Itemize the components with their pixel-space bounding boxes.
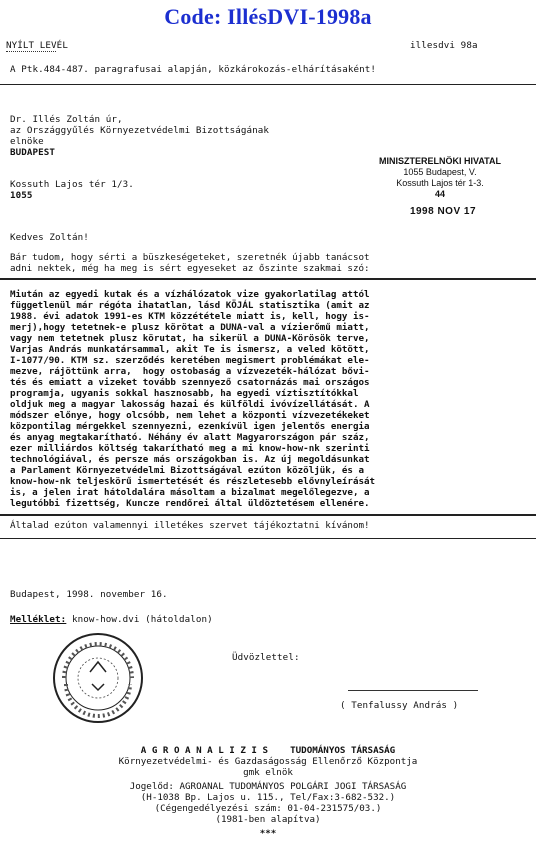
body-line: I-1077/90. KTM sz. szerződés keretében megismert problémákat ele- [10,355,370,366]
notice-divider [0,538,536,539]
addressee-title: az Országgyűlés Környezetvédelmi Bizottságának [10,125,270,136]
body-line: módszer előnye, hogy olcsóbb, nem lehet a központi vízvezetékeket [10,410,370,421]
stamp-address: 1055 Budapest, V. [403,167,477,177]
body-line: a Parlament Környezetvédelmi Bizottságával ezúton közöljük, és a [10,465,365,476]
intro-line-1: Bár tudom, hogy sérti a büszkeségeteket, szeretnék újabb tanácsot [10,252,370,263]
addressee-role: elnöke [10,136,44,147]
attachment-label: Melléklet: [10,614,67,625]
addressee-city: BUDAPEST [10,147,56,158]
signature-line [348,690,478,692]
notice-line: Általad ezúton valamennyi illetékes szervet tájékoztatni kívánom! [10,520,370,531]
body-divider [0,514,536,516]
body-line: programja, ugyanis sokkal hasznosabb, ha egyedi víztisztítókkal [10,388,359,399]
footer-role: gmk elnök [243,767,293,778]
addressee-postcode: 1055 [10,190,33,201]
addressee-street: Kossuth Lajos tér 1/3. [10,179,134,190]
body-line: legutóbbi fizettség, Kuncze rendőrei által üldöztetésem ellenére. [10,498,370,509]
body-line: 1988. évi adatok 1991-es KTM közzététele miatt is, kell, hogy is- [10,311,370,322]
label-underline [6,51,56,53]
top-divider [0,84,536,85]
stamp-street: Kossuth Lajos tér 1-3. [396,178,484,188]
footer-predecessor: Jogelőd: AGROANAL TUDOMÁNYOS POLGÁRI JOGI TÁRSASÁG [129,781,407,792]
stamp-date: 1998 NOV 17 [409,206,477,217]
body-line: Miután az egyedi kutak és a vízhálózatok vize gyakorlatilag attól [10,289,370,300]
intro-divider [0,278,536,280]
body-line: know-how-nk teljeskörű ismertetését és részletesebb elővnyleírását [10,476,376,487]
body-line: függetlenül már régóta ihatatlan, lásd KÖJÁL statisztika (amit az [10,300,370,311]
stamp-number: 44 [434,189,445,199]
body-line: tés és emiatt a vizeket tovább szennyező csatornázás mai országos [10,377,370,388]
stamp-office: MINISZTERELNÖKI HIVATAL [379,156,501,166]
document-id-label: illesdvi 98a [410,40,478,51]
footer-center-name: Környezetvédelmi- és Gazdaságosság Ellenőrző Központja [118,756,418,767]
body-line: vagy nem tetetnek plusz körutat, ha sikerül a DUNA-Körösök terve, [10,333,370,344]
footer-stars: *** [259,828,277,839]
document-code-title: Code: IllésDVI-1998a [164,4,372,29]
footer-society-name: A G R O A N A L I Z I S TUDOMÁNYOS TÁRSASÁG [140,745,396,756]
body-line: központilag mérgekkel szennyezni, ezenkívül igen jelentős energia [10,421,370,432]
body-line: mezve, rájöttünk arra, hogy ostobaság a vízvezeték-hálózat bővi- [10,366,370,377]
body-line: oldjuk meg a magyar lakosság hazai és külföldi ivóvízellátását. A [10,399,370,410]
society-seal [52,632,144,724]
body-line: ezer milliárdos költség takarítható meg a mi know-how-nk szerinti [10,443,370,454]
body-line: Varjas András munkatársammal, akit Te is ismersz, a veled kötött, [10,344,370,355]
body-line: merj),hogy tetetnek-e plusz körötat a DUNA-val a vízierőmű miatt, [10,322,370,333]
body-line: is, a jelen irat hátoldalára másoltam a bizalmat megelőlegezve, a [10,487,370,498]
date-line: Budapest, 1998. november 16. [10,589,168,600]
greeting: Üdvözlettel: [232,652,300,663]
addressee-name: Dr. Illés Zoltán úr, [10,114,123,125]
legal-subtitle: A Ptk.484-487. paragrafusai alapján, közkárokozás-elhárításaként! [10,64,377,75]
body-line: és anyag megtakarítható. Néhány év alatt Magyarországon pár száz, [10,432,370,443]
attachment-line [10,614,213,625]
footer-address: (H-1038 Bp. Lajos u. 115., Tel/Fax:3-682-532.) [140,792,396,803]
body-line: technológiával, és persze más országokban is. Az új megoldásunkat [10,454,370,465]
attachment-value: know-how.dvi (hátoldalon) [71,614,213,625]
signature-name: ( Tenfalussy András ) [340,700,459,711]
open-letter-label: NYÍLT LEVÉL [6,40,68,51]
salutation: Kedves Zoltán! [10,232,89,243]
footer-founded: (1981-ben alapítva) [215,814,321,825]
footer-registration: (Cégengedélyezési szám: 01-04-231575/03.) [154,803,382,814]
intro-line-2: adni nektek, még ha meg is sért egyeseket az őszinte szakmai szó: [10,263,370,274]
